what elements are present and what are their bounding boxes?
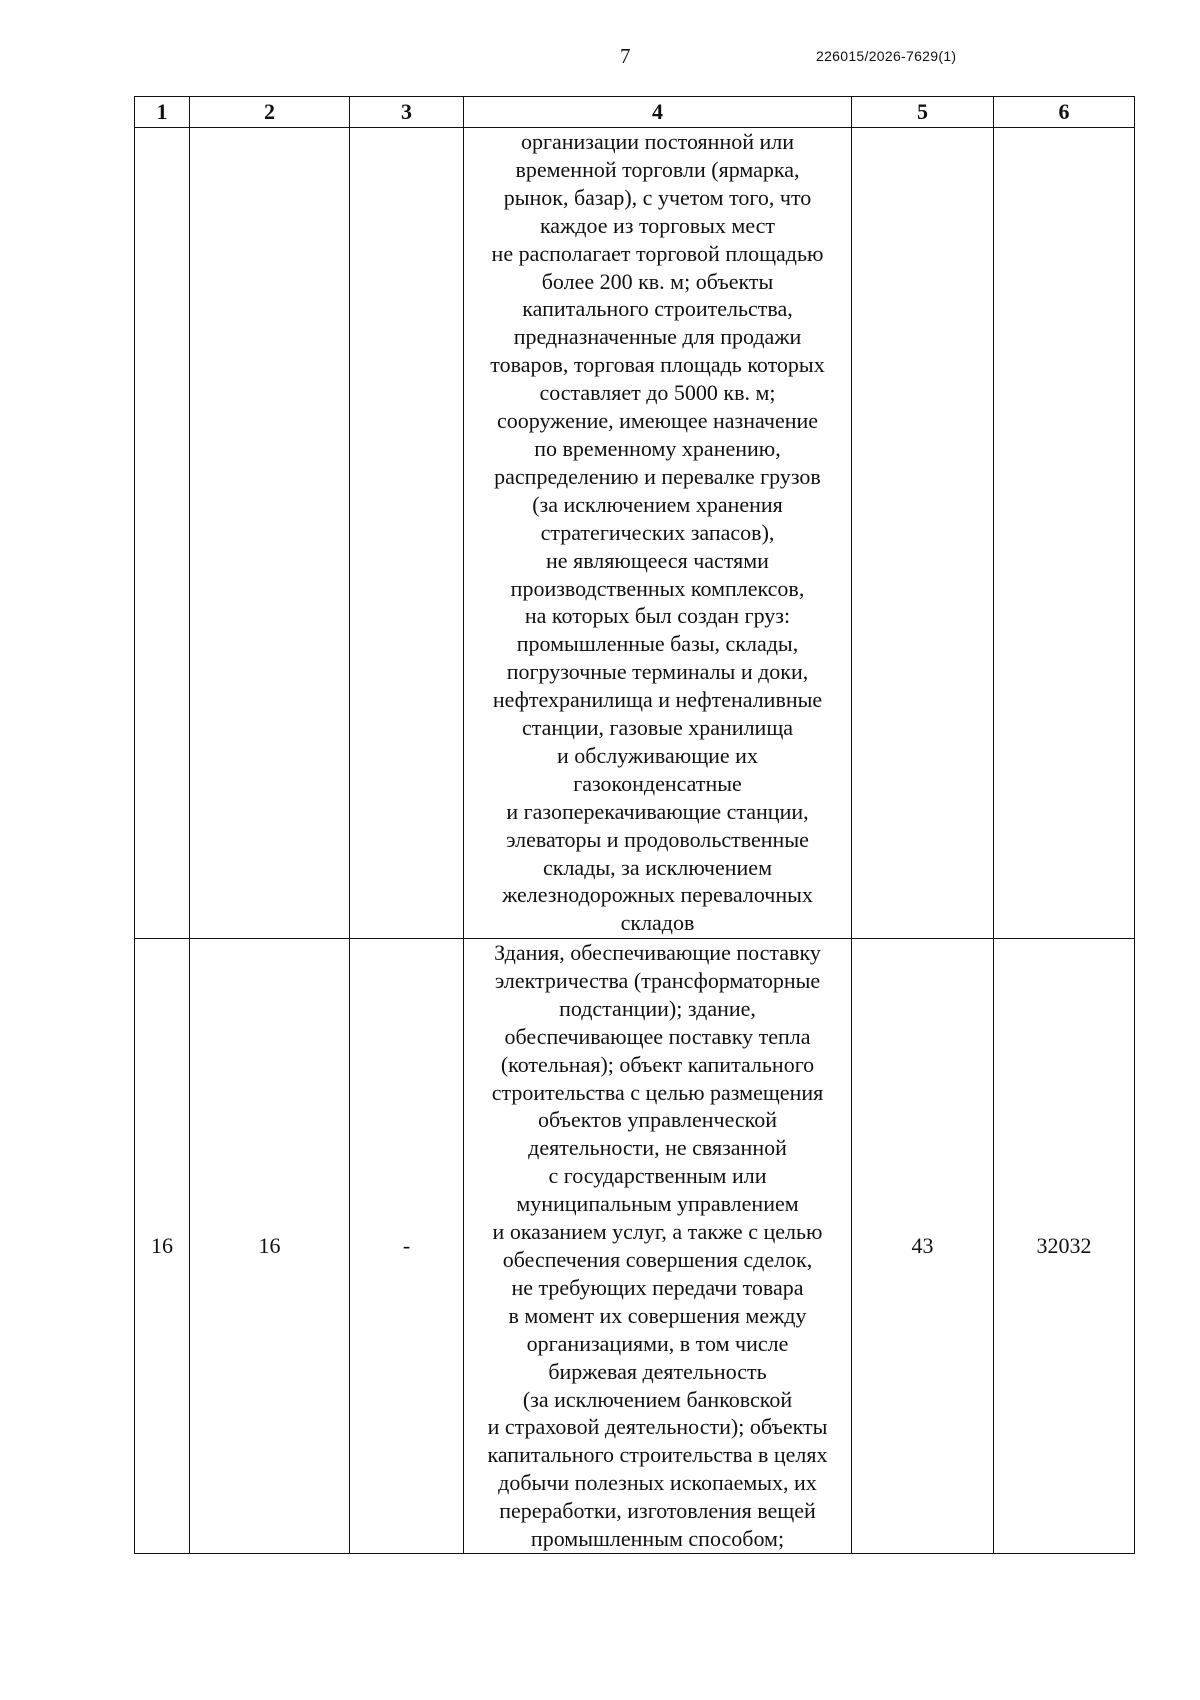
description-line: в момент их совершения между xyxy=(508,1302,807,1328)
description-line: железнодорожных перевалочных xyxy=(502,882,813,908)
description-line: предназначенные для продажи xyxy=(513,324,802,350)
row-1-col-3 xyxy=(350,128,464,939)
table-row xyxy=(135,939,1135,1554)
description-line: промышленные базы, склады, xyxy=(516,631,799,657)
description-line: (за исключением хранения xyxy=(532,491,783,517)
description-line: по временному хранению, xyxy=(534,435,781,461)
data-table xyxy=(134,96,1135,1554)
row-2-description xyxy=(464,939,852,1554)
column-header-2: 2 xyxy=(190,97,350,128)
column-header-3: 3 xyxy=(350,97,464,128)
column-header-4: 4 xyxy=(464,97,852,128)
table-header-row xyxy=(135,97,1135,128)
description-line: рынок, базар), с учетом того, что xyxy=(503,184,812,210)
description-line: складов xyxy=(620,910,695,936)
document-id: 226015/2026-7629(1) xyxy=(816,48,957,64)
description-line: распределению и перевалке грузов xyxy=(494,463,821,489)
description-line: производственных комплексов, xyxy=(510,575,805,601)
description-line: не требующих передачи товара xyxy=(511,1274,804,1300)
row-2-col-6: 32032 xyxy=(994,939,1135,1554)
row-1-col-1 xyxy=(135,128,190,939)
column-header-1: 1 xyxy=(135,97,190,128)
row-1-description xyxy=(464,128,852,939)
description-line: и оказанием услуг, а также с целью xyxy=(492,1219,823,1245)
description-line: строительства с целью размещения xyxy=(491,1079,824,1105)
description-line: обеспечения совершения сделок, xyxy=(502,1246,813,1272)
description-line: каждое из торговых мест xyxy=(539,212,776,238)
row-1-col-2 xyxy=(190,128,350,939)
description-line: деятельности, не связанной xyxy=(528,1135,787,1161)
column-header-6: 6 xyxy=(994,97,1135,128)
page-number: 7 xyxy=(620,44,631,68)
description-line: капитального строительства в целях xyxy=(487,1442,828,1468)
description-line: подстанции); здание, xyxy=(559,995,756,1021)
description-line: нефтехранилища и нефтеналивные xyxy=(492,687,823,713)
row-1-col-5 xyxy=(852,128,994,939)
description-line: организации постоянной или xyxy=(520,129,795,154)
description-line: и газоперекачивающие станции, xyxy=(506,798,809,824)
description-line: сооружение, имеющее назначение xyxy=(496,408,819,434)
description-line: составляет до 5000 кв. м; xyxy=(539,380,776,406)
description-line: и страховой деятельности); объекты xyxy=(487,1414,828,1440)
description-line: и обслуживающие их xyxy=(557,742,758,768)
row-2-col-3: - xyxy=(350,939,464,1554)
description-line: электричества (трансформаторные xyxy=(494,967,821,993)
description-line: организациями, в том числе xyxy=(526,1330,789,1356)
row-2-col-1: 16 xyxy=(135,939,190,1554)
description-line: добычи полезных ископаемых, их xyxy=(498,1470,817,1496)
description-line: Здания, обеспечивающие поставку xyxy=(494,940,821,965)
description-line: станции, газовые хранилища xyxy=(521,715,794,741)
row-1-col-6 xyxy=(994,128,1135,939)
description-line: более 200 кв. м; объекты xyxy=(541,268,774,294)
description-line: (за исключением банковской xyxy=(522,1386,793,1412)
description-line: не располагает торговой площадью xyxy=(491,240,824,266)
table-row xyxy=(135,128,1135,939)
description-line: временной торговли (ярмарка, xyxy=(515,156,800,182)
row-2-col-2: 16 xyxy=(190,939,350,1554)
column-header-5: 5 xyxy=(852,97,994,128)
description-line: с государственным или xyxy=(548,1163,767,1189)
description-line: муниципальным управлением xyxy=(516,1191,799,1217)
description-line: (котельная); объект капитального xyxy=(500,1051,815,1077)
description-line: погрузочные терминалы и доки, xyxy=(506,659,809,685)
description-line: биржевая деятельность xyxy=(548,1358,767,1384)
description-line: объектов управленческой xyxy=(537,1107,778,1133)
description-line: капитального строительства, xyxy=(522,296,793,322)
description-line: обеспечивающее поставку тепла xyxy=(504,1023,811,1049)
description-line: не являющееся частями xyxy=(546,547,769,573)
description-line: элеваторы и продовольственные xyxy=(506,826,809,852)
row-2-col-5: 43 xyxy=(852,939,994,1554)
description-line: промышленным способом; xyxy=(530,1526,785,1552)
description-line: стратегических запасов), xyxy=(540,519,775,545)
description-line: переработки, изготовления вещей xyxy=(499,1498,816,1524)
description-line: склады, за исключением xyxy=(543,854,772,880)
description-line: товаров, торговая площадь которых xyxy=(490,352,825,378)
description-line: на которых был создан груз: xyxy=(524,603,791,629)
description-line: газоконденсатные xyxy=(573,770,742,796)
